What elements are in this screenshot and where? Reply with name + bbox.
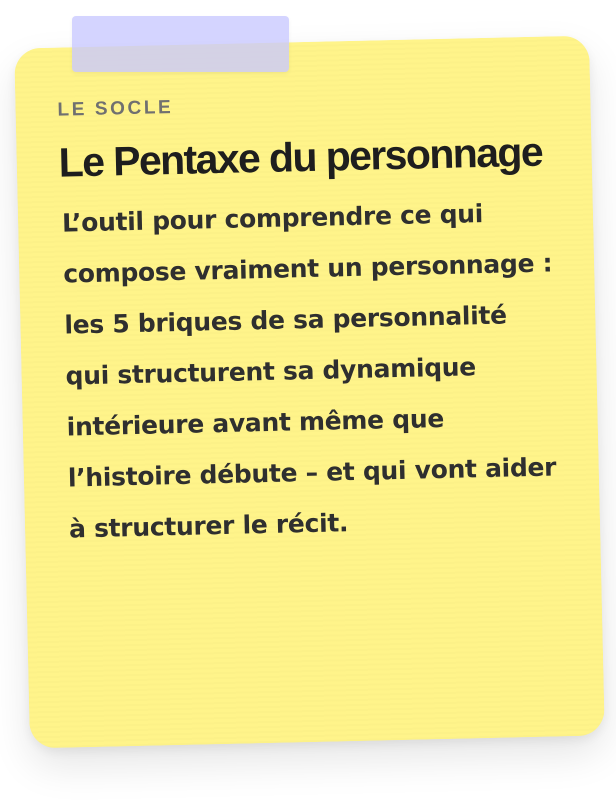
card-eyebrow: LE SOCLE [57,97,174,121]
card-description: L’outil pour comprendre ce qui compose vraiment un personnage : les 5 briques de sa personnalité qui structurent sa dynamique intérieure avant même que l’histoire débute – et qui vont aider à structurer le récit. [61,199,557,544]
tape-strip [72,16,289,72]
sticky-note-card [14,36,605,749]
card-content [57,88,567,554]
card-title: Le Pentaxe du personnage [58,128,543,186]
